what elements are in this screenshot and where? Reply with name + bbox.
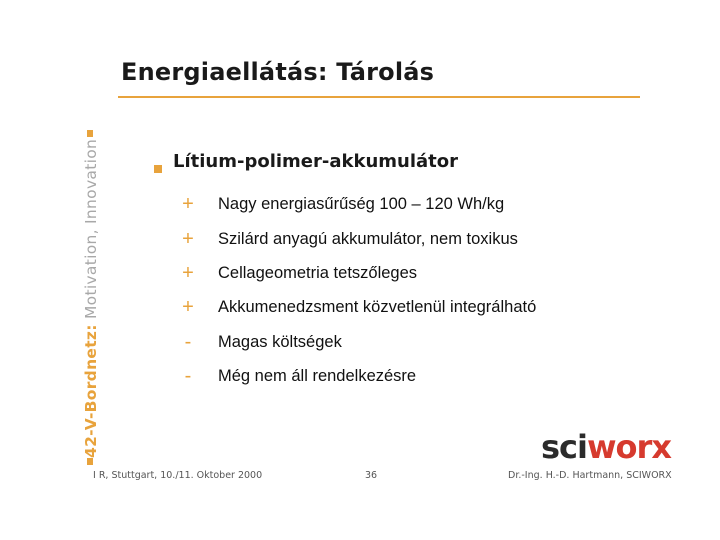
side-marker-bottom [87,458,93,465]
list-item-text: Magas költségek [218,333,342,351]
side-caption-bold: 42-V-Bordnetz: [82,324,100,458]
side-caption [82,139,100,458]
logo-sci: sci [541,428,587,466]
level1-bullet-icon [154,165,162,173]
plus-icon: + [182,193,194,215]
side-caption-rest: Motivation, Innovation [82,138,100,325]
slide-title: Energiaellátás: Tárolás [121,58,435,86]
list-item-text: Cellageometria tetszőleges [218,264,418,282]
footer-author: Dr.-Ing. H.-D. Hartmann, SCIWORX [508,470,672,481]
footer-event: I R, Stuttgart, 10./11. Oktober 2000 [93,470,263,481]
side-marker-top [87,130,93,137]
title-divider [118,96,640,98]
plus-icon: + [182,262,194,284]
logo-worx: worx [586,428,671,466]
list-item-text: Nagy energiasűrűség 100 – 120 Wh/kg [218,195,505,213]
list-item-text: Akkumenedzsment közvetlenül integrálható [218,298,537,316]
sciworx-logo [541,428,671,466]
level1-heading: Lítium-polimer-akkumulátor [173,151,458,172]
minus-icon: - [184,365,192,387]
minus-icon: - [184,331,192,353]
list-item-text: Szilárd anyagú akkumulátor, nem toxikus [218,230,518,248]
plus-icon: + [182,228,194,250]
plus-icon: + [182,296,194,318]
footer-page-number: 36 [365,470,378,481]
list-item-text: Még nem áll rendelkezésre [218,367,417,385]
